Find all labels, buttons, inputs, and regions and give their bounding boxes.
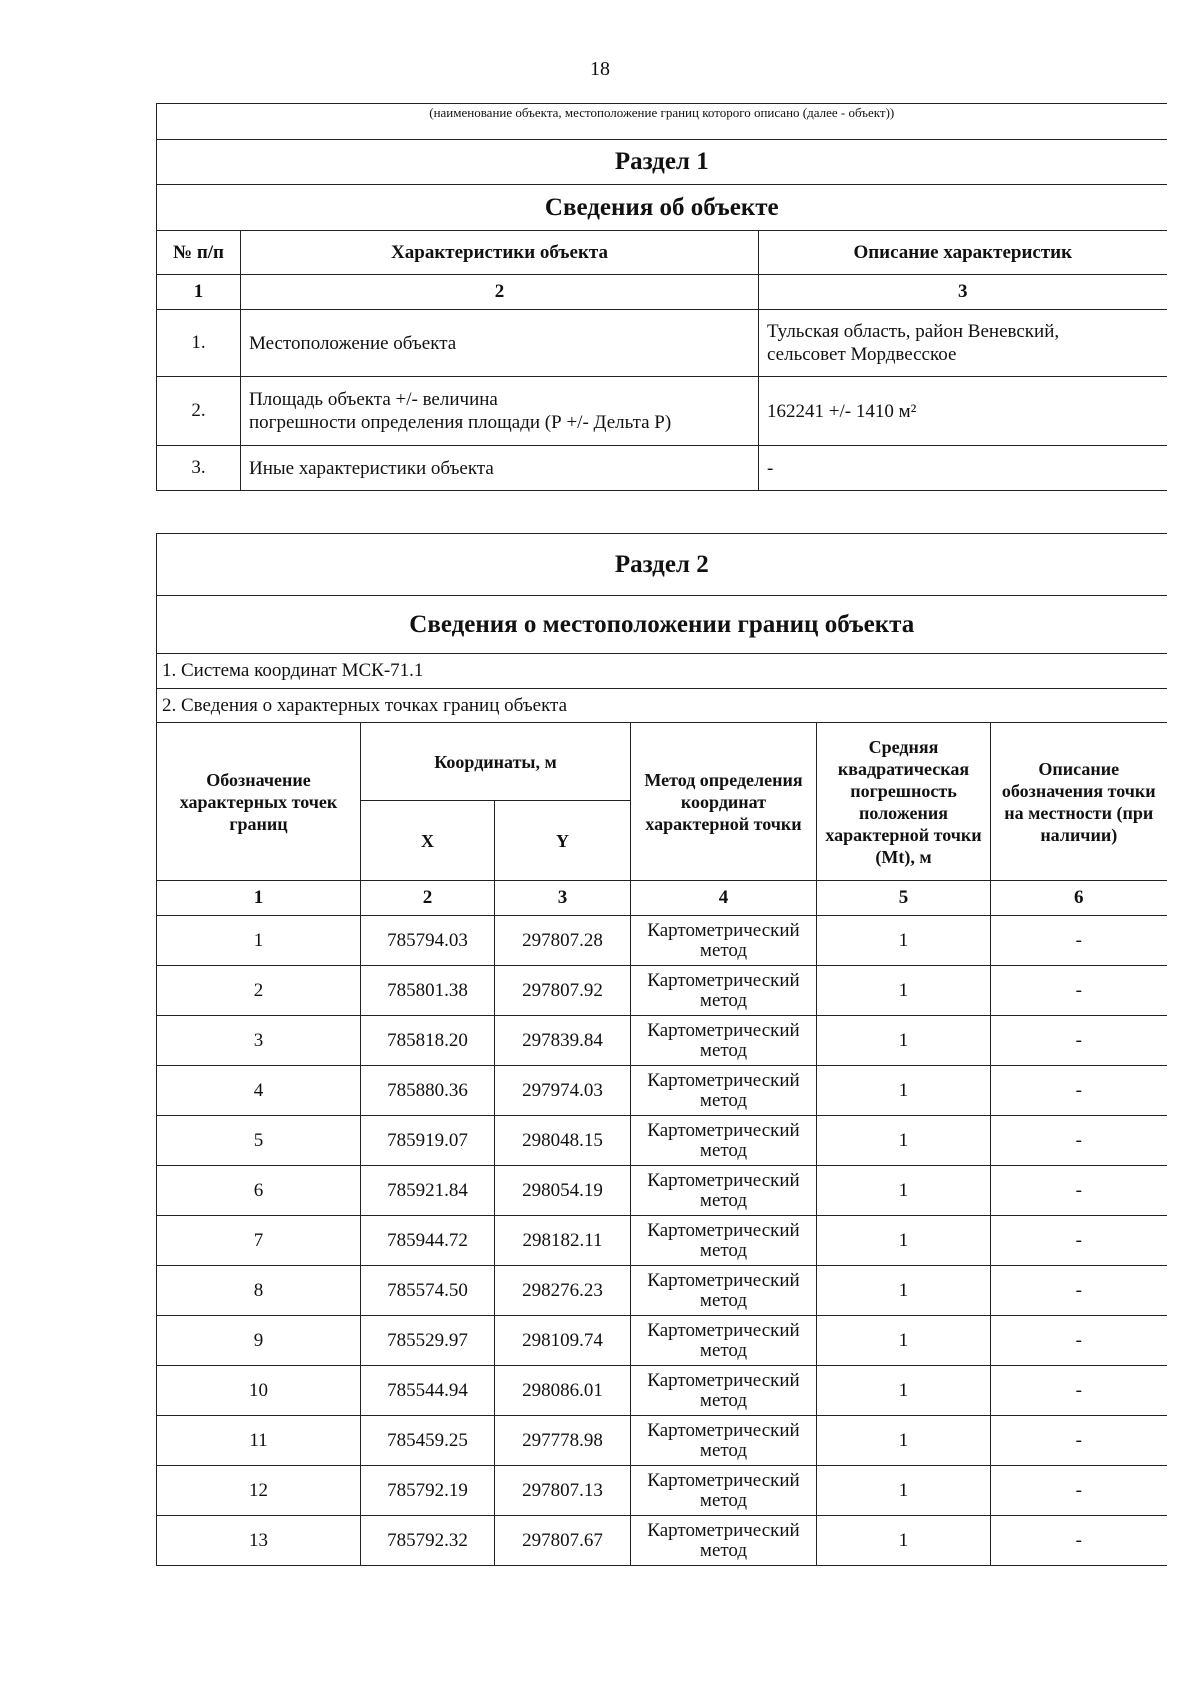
colnum-6: 6 [991,881,1167,916]
desc-line: сельсовет Мордвесское [767,344,957,365]
method: Картометрический метод [631,1116,817,1166]
points-label: 2. Сведения о характерных точках границ объекта [157,689,1167,723]
coord-x: 785880.36 [361,1066,495,1116]
table-row [157,1466,1167,1516]
point-id: 6 [157,1166,361,1216]
section1-title: Раздел 1 [157,140,1167,185]
method: Картометрический метод [631,1366,817,1416]
point-desc: - [991,1416,1167,1466]
point-desc: - [991,1116,1167,1166]
table-row [157,1416,1167,1466]
section1-table [156,103,1167,491]
colnum-3: 3 [495,881,631,916]
point-id: 11 [157,1416,361,1466]
table-row [157,916,1167,966]
header-y: Y [495,801,631,881]
header-coords: Координаты, м [361,723,631,801]
coord-y: 297807.92 [495,966,631,1016]
header-num: № п/п [157,231,241,275]
error-mt: 1 [817,1516,991,1566]
error-mt: 1 [817,1166,991,1216]
point-desc: - [991,1516,1167,1566]
colnum-3: 3 [759,275,1167,310]
method: Картометрический метод [631,916,817,966]
coord-x: 785801.38 [361,966,495,1016]
coord-x: 785794.03 [361,916,495,966]
coord-y: 297807.67 [495,1516,631,1566]
header-error: Средняя квадратическая погрешность положения характерной точки (Mt), м [817,723,991,881]
point-id: 7 [157,1216,361,1266]
row-desc: - [759,446,1167,491]
coord-x: 785544.94 [361,1366,495,1416]
coord-y: 298182.11 [495,1216,631,1266]
header-method: Метод определения координат характерной точки [631,723,817,881]
row-desc [759,310,1167,377]
table-row [157,377,1167,446]
points-body [157,916,1167,1566]
table-row [157,1166,1167,1216]
coord-y: 298109.74 [495,1316,631,1366]
error-mt: 1 [817,1416,991,1466]
coord-y: 298086.01 [495,1366,631,1416]
method: Картометрический метод [631,1416,817,1466]
method: Картометрический метод [631,1316,817,1366]
table-row [157,1116,1167,1166]
table-row [157,446,1167,491]
coord-y: 297778.98 [495,1416,631,1466]
point-desc: - [991,1366,1167,1416]
point-id: 9 [157,1316,361,1366]
row-name [241,377,759,446]
coord-y: 298054.19 [495,1166,631,1216]
section2-title: Раздел 2 [157,534,1167,596]
point-id: 4 [157,1066,361,1116]
table-row [157,966,1167,1016]
point-desc: - [991,1216,1167,1266]
method: Картометрический метод [631,1016,817,1066]
coord-x: 785944.72 [361,1216,495,1266]
coord-y: 297974.03 [495,1066,631,1116]
method: Картометрический метод [631,1466,817,1516]
header-x: X [361,801,495,881]
colnum-2: 2 [241,275,759,310]
method: Картометрический метод [631,1516,817,1566]
error-mt: 1 [817,1216,991,1266]
row-num: 1. [157,310,241,377]
row-num: 3. [157,446,241,491]
point-desc: - [991,1316,1167,1366]
table-row [157,1516,1167,1566]
object-caption: (наименование объекта, местоположение границ которого описано (далее - объект)) [157,104,1167,140]
coord-x: 785818.20 [361,1016,495,1066]
coord-y: 297807.28 [495,916,631,966]
coord-y: 297807.13 [495,1466,631,1516]
coord-x: 785529.97 [361,1316,495,1366]
table-row [157,1316,1167,1366]
point-id: 13 [157,1516,361,1566]
row-name: Иные характеристики объекта [241,446,759,491]
header-desc: Описание обозначения точки на местности (при наличии) [991,723,1167,881]
coord-y: 297839.84 [495,1016,631,1066]
point-id: 3 [157,1016,361,1066]
point-desc: - [991,1066,1167,1116]
header-characteristics: Характеристики объекта [241,231,759,275]
coord-x: 785792.32 [361,1516,495,1566]
row-num: 2. [157,377,241,446]
method: Картометрический метод [631,1066,817,1116]
coord-x: 785574.50 [361,1266,495,1316]
point-desc: - [991,916,1167,966]
coord-system: 1. Система координат МСК-71.1 [157,654,1167,689]
name-line: Площадь объекта +/- величина [249,389,498,410]
colnum-2: 2 [361,881,495,916]
point-id: 2 [157,966,361,1016]
table-row [157,1266,1167,1316]
section1-subtitle: Сведения об объекте [157,185,1167,231]
section2-subtitle: Сведения о местоположении границ объекта [157,596,1167,654]
coord-x: 785919.07 [361,1116,495,1166]
page-number: 18 [590,58,610,80]
point-id: 5 [157,1116,361,1166]
error-mt: 1 [817,1316,991,1366]
method: Картометрический метод [631,1266,817,1316]
coord-y: 298276.23 [495,1266,631,1316]
error-mt: 1 [817,1266,991,1316]
coord-x: 785792.19 [361,1466,495,1516]
colnum-5: 5 [817,881,991,916]
name-line: погрешности определения площади (Р +/- Дельта Р) [249,412,672,433]
header-point: Обозначение характерных точек границ [157,723,361,881]
row-name: Местоположение объекта [241,310,759,377]
point-desc: - [991,1266,1167,1316]
error-mt: 1 [817,916,991,966]
error-mt: 1 [817,1016,991,1066]
point-id: 1 [157,916,361,966]
table-row [157,1366,1167,1416]
error-mt: 1 [817,1066,991,1116]
coord-y: 298048.15 [495,1116,631,1166]
method: Картометрический метод [631,966,817,1016]
coord-x: 785459.25 [361,1416,495,1466]
point-desc: - [991,1016,1167,1066]
error-mt: 1 [817,966,991,1016]
table-row [157,1016,1167,1066]
error-mt: 1 [817,1466,991,1516]
table-row [157,1066,1167,1116]
error-mt: 1 [817,1366,991,1416]
point-id: 8 [157,1266,361,1316]
error-mt: 1 [817,1116,991,1166]
method: Картометрический метод [631,1166,817,1216]
header-description: Описание характеристик [759,231,1167,275]
table-row [157,1216,1167,1266]
colnum-1: 1 [157,881,361,916]
point-id: 12 [157,1466,361,1516]
table-row [157,310,1167,377]
colnum-1: 1 [157,275,241,310]
point-id: 10 [157,1366,361,1416]
section2-table [156,533,1167,1566]
row-desc: 162241 +/- 1410 м² [759,377,1167,446]
coord-x: 785921.84 [361,1166,495,1216]
method: Картометрический метод [631,1216,817,1266]
colnum-4: 4 [631,881,817,916]
point-desc: - [991,966,1167,1016]
point-desc: - [991,1166,1167,1216]
desc-line: Тульская область, район Веневский, [767,321,1060,342]
point-desc: - [991,1466,1167,1516]
